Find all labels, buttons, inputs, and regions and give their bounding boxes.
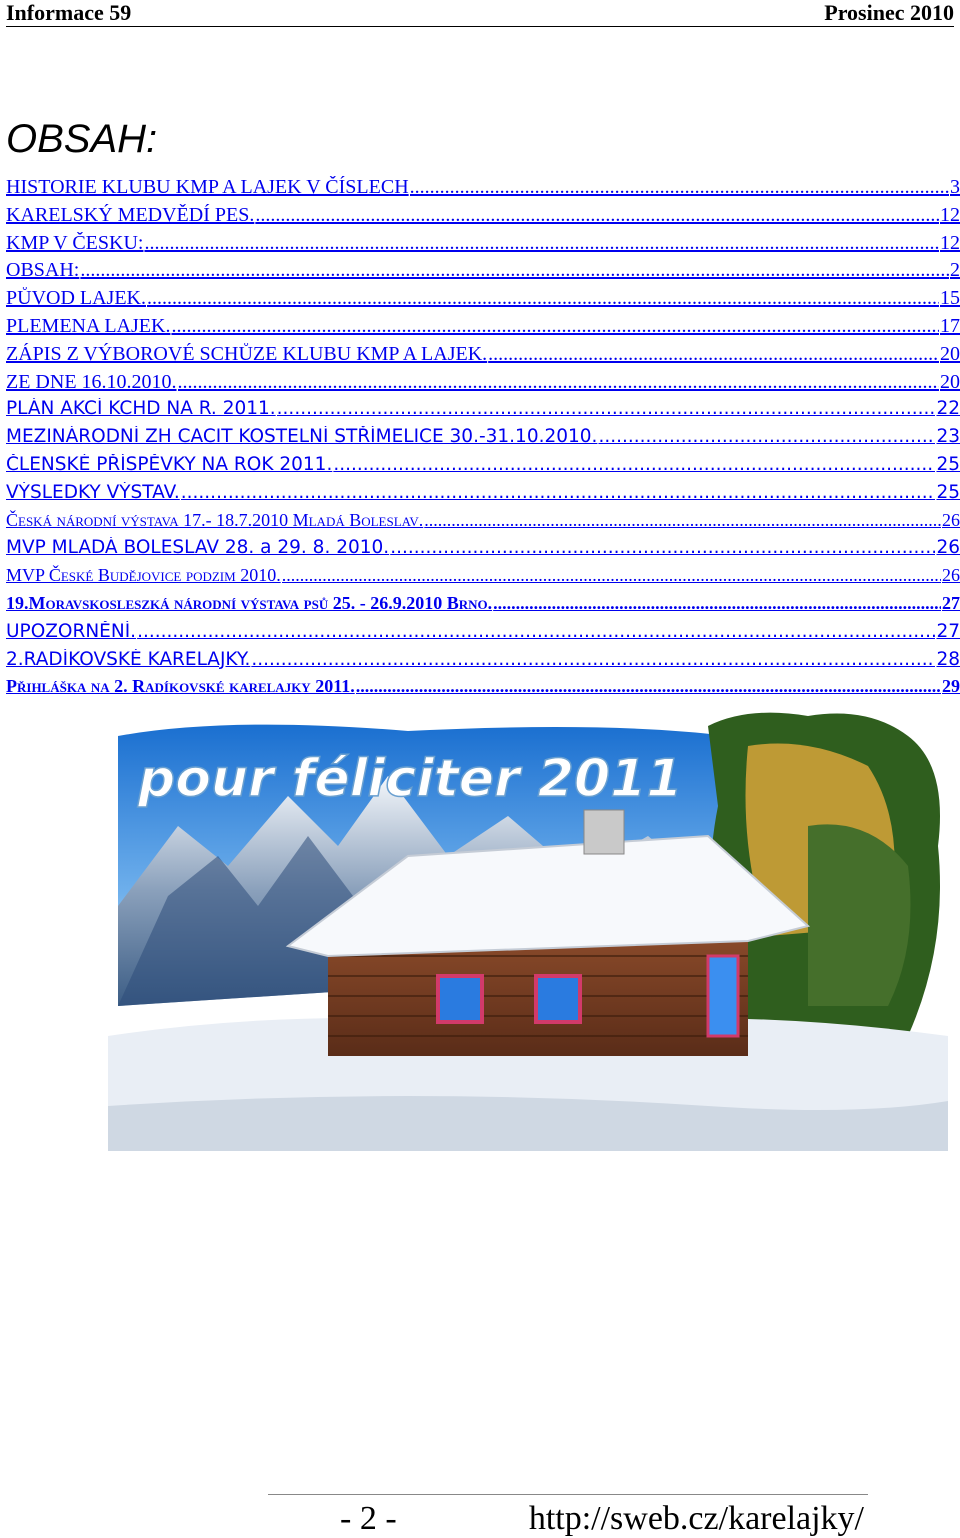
toc-entry-title: KMP V ČESKU: <box>6 231 144 254</box>
toc-page-number: 12 <box>940 231 960 254</box>
toc-entry[interactable] <box>6 259 960 287</box>
toc-entry-title: KARELSKÝ MEDVĚDÍ PES. <box>6 203 255 226</box>
toc-entry[interactable] <box>6 454 960 482</box>
toc-leader-dots <box>277 398 936 419</box>
toc-entry-title: MEZINÁRODNÍ ZH CACIT KOSTELNÍ STŘÍMELICE 30.-31.10.2010. <box>6 426 598 448</box>
toc-page-number: 29 <box>942 676 960 697</box>
toc-entry[interactable] <box>6 371 960 399</box>
toc-page-number: 12 <box>940 203 960 226</box>
toc-page-number: 23 <box>936 426 960 448</box>
toc-page-number: 26 <box>936 537 960 559</box>
toc-entry[interactable] <box>6 232 960 260</box>
toc-leader-dots <box>410 176 949 199</box>
toc-page-number: 25 <box>936 453 960 475</box>
toc-entry[interactable] <box>6 649 960 677</box>
toc-leader-dots <box>333 454 935 475</box>
toc-page-number: 20 <box>940 342 960 365</box>
toc-leader-dots <box>144 232 939 255</box>
toc-page-number: 27 <box>942 592 960 613</box>
toc-entry-title: ZE DNE 16.10.2010. <box>6 370 177 393</box>
toc-entry-title: 2.RADÍKOVSKÉ KARELAJKY. <box>6 648 251 670</box>
toc-entry[interactable] <box>6 621 960 649</box>
toc-page-number: 2 <box>950 259 960 282</box>
toc-leader-dots <box>598 426 935 447</box>
pf-2011-illustration <box>108 706 948 1151</box>
toc-entry[interactable] <box>6 565 960 593</box>
toc-entry[interactable] <box>6 176 960 204</box>
page-number: - 2 - <box>340 1500 397 1537</box>
toc-entry[interactable] <box>6 343 960 371</box>
page-title: OBSAH: <box>6 116 158 161</box>
toc-page-number: 20 <box>940 370 960 393</box>
footer-url[interactable]: http://sweb.cz/karelajky/ <box>528 1500 864 1537</box>
toc-entry[interactable] <box>6 593 960 621</box>
toc-page-number: 22 <box>936 398 960 420</box>
toc-entry[interactable] <box>6 537 960 565</box>
footer-rule <box>268 1494 868 1495</box>
toc-entry[interactable] <box>6 510 960 538</box>
toc-entry-title: UPOZORNĚNÍ. <box>6 620 137 642</box>
toc-entry-title: PŮVOD LAJEK. <box>6 287 146 310</box>
toc-leader-dots <box>178 371 939 394</box>
toc-entry[interactable] <box>6 398 960 426</box>
toc-leader-dots <box>251 649 935 670</box>
toc-entry[interactable] <box>6 287 960 315</box>
toc-entry[interactable] <box>6 426 960 454</box>
toc-entry[interactable] <box>6 204 960 232</box>
toc-entry-title: OBSAH: <box>6 259 80 282</box>
toc-entry-title: 19.Moravskosleszká národní výstava psů 25. - 26.9.2010 Brno. <box>6 592 493 613</box>
toc-leader-dots <box>493 593 941 614</box>
toc-page-number: 27 <box>936 620 960 642</box>
toc-page-number: 26 <box>942 509 960 530</box>
toc-leader-dots <box>181 482 936 503</box>
page-header <box>6 0 954 27</box>
toc-leader-dots <box>356 676 941 697</box>
toc-leader-dots <box>255 204 939 227</box>
toc-page-number: 15 <box>940 287 960 310</box>
toc-entry-title: ZÁPIS Z VÝBOROVÉ SCHŮZE KLUBU KMP A LAJEK. <box>6 342 488 365</box>
toc-page-number: 25 <box>936 481 960 503</box>
toc-leader-dots <box>171 315 939 338</box>
toc-entry-title: PLÁN AKCÍ KCHD NA R. 2011. <box>6 398 276 420</box>
toc-leader-dots <box>282 565 941 586</box>
toc-entry-title: ČLENSKÉ PŘÍSPĚVKY NA ROK 2011. <box>6 453 333 475</box>
table-of-contents <box>6 176 960 704</box>
issue-label: Informace 59 <box>6 0 132 25</box>
toc-leader-dots <box>488 343 939 366</box>
toc-leader-dots <box>147 287 939 310</box>
toc-entry-title: Přihláška na 2. Radíkovské karelajky 2011. <box>6 676 355 697</box>
toc-entry-title: HISTORIE KLUBU KMP A LAJEK V ČÍSLECH <box>6 176 409 198</box>
page-footer <box>0 1494 960 1538</box>
pf-caption: pour féliciter 2011 <box>138 749 683 809</box>
toc-page-number: 26 <box>942 565 960 586</box>
toc-leader-dots <box>80 259 949 282</box>
toc-entry-title: MVP MLADÁ BOLESLAV 28. a 29. 8. 2010. <box>6 537 390 559</box>
toc-leader-dots <box>137 621 935 642</box>
toc-page-number: 28 <box>936 648 960 670</box>
toc-entry[interactable] <box>6 676 960 704</box>
toc-entry[interactable] <box>6 482 960 510</box>
toc-entry-title: MVP České Budějovice podzim 2010. <box>6 565 281 586</box>
toc-entry-title: VÝSLEDKY VÝSTAV. <box>6 481 180 503</box>
toc-page-number: 3 <box>950 176 960 198</box>
toc-leader-dots <box>390 537 935 558</box>
toc-entry-title: Česká národní výstava 17.- 18.7.2010 Mladá Boleslav. <box>6 509 424 530</box>
toc-page-number: 17 <box>940 314 960 337</box>
date-label: Prosinec 2010 <box>824 0 954 25</box>
toc-entry-title: PLEMENA LAJEK. <box>6 314 171 337</box>
toc-entry[interactable] <box>6 315 960 343</box>
toc-leader-dots <box>424 510 941 531</box>
